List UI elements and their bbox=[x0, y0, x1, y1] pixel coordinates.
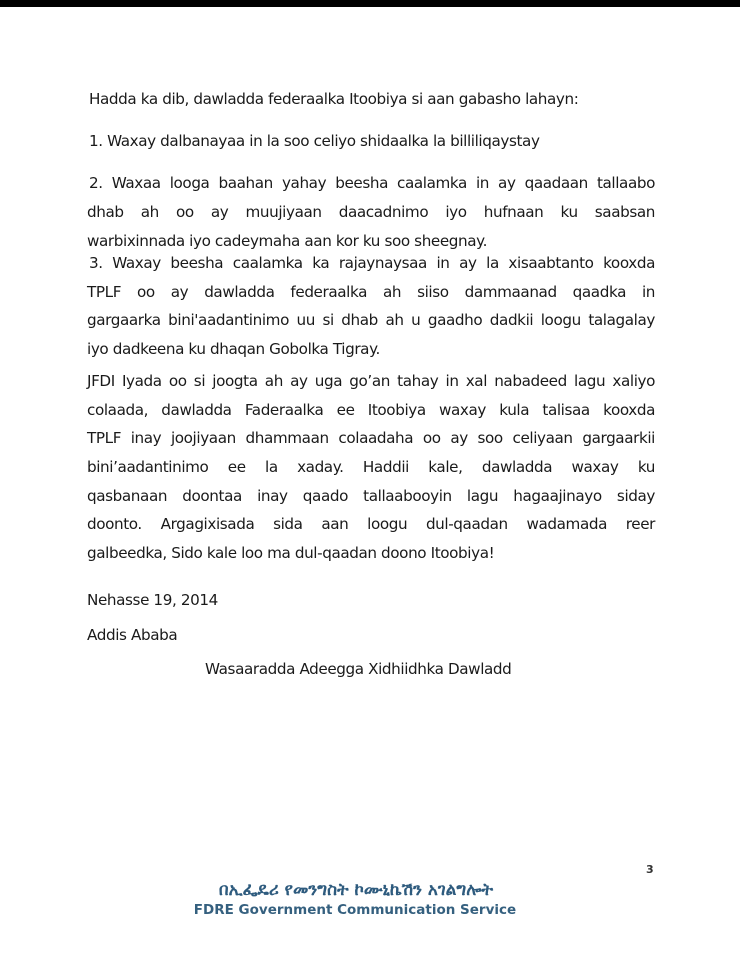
list-item-2-line-1: 2. Waxaa looga baahan yahay beesha caalamka in ay qaadaan tallaabo bbox=[89, 174, 655, 192]
list-item-2-line-3: warbixinnada iyo cadeymaha aan kor ku soo sheegnay. bbox=[87, 232, 488, 250]
paragraph-line-1: JFDI Iyada oo si joogta ah ay uga go’an tahay in xal nabadeed lagu xaliyo bbox=[87, 372, 655, 390]
paragraph-line-6: doonto. Argagixisada sida aan loogu dul-qaadan wadamada reer bbox=[87, 515, 655, 533]
signature-text: Wasaaradda Adeegga Xidhiidhka Dawladd bbox=[205, 660, 512, 678]
page-number: 3 bbox=[646, 863, 654, 876]
footer-amharic: በኢፌዴሪ የመንግስት ኮሙኒኬሽን አገልግሎት bbox=[218, 880, 494, 900]
top-border bbox=[0, 0, 740, 7]
paragraph-line-7: galbeedka, Sido kale loo ma dul-qaadan doono Itoobiya! bbox=[87, 544, 495, 562]
list-item-3-line-1: 3. Waxay beesha caalamka ka rajaynaysaa in ay la xisaabtanto kooxda bbox=[89, 254, 655, 272]
list-item-3-line-2: TPLF oo ay dawladda federaalka ah siiso dammaanad qaadka in bbox=[87, 283, 655, 301]
place-text: Addis Ababa bbox=[87, 626, 178, 644]
paragraph-line-5: qasbanaan doontaa inay qaado tallaabooyin lagu hagaajinayo siday bbox=[87, 487, 655, 505]
list-item-3-line-4: iyo dadkeena ku dhaqan Gobolka Tigray. bbox=[87, 340, 380, 358]
list-item-2-line-2: dhab ah oo ay muujiyaan daacadnimo iyo hufnaan ku saabsan bbox=[87, 203, 655, 221]
paragraph-line-4: bini’aadantinimo ee la xaday. Haddii kale, dawladda waxay ku bbox=[87, 458, 655, 476]
intro-text: Hadda ka dib, dawladda federaalka Itoobiya si aan gabasho lahayn: bbox=[89, 90, 579, 108]
paragraph-line-3: TPLF inay joojiyaan dhammaan colaadaha oo ay soo celiyaan gargaarkii bbox=[87, 429, 655, 447]
date-text: Nehasse 19, 2014 bbox=[87, 591, 218, 609]
list-item-3-line-3: gargaarka bini'aadantinimo uu si dhab ah u gaadho dadkii loogu talagalay bbox=[87, 311, 655, 329]
footer-english: FDRE Government Communication Service bbox=[193, 902, 517, 918]
list-item-1: 1. Waxay dalbanayaa in la soo celiyo shidaalka la billiliqaystay bbox=[89, 132, 540, 150]
paragraph-line-2: colaada, dawladda Faderaalka ee Itoobiya waxay kula talisaa kooxda bbox=[87, 401, 655, 419]
